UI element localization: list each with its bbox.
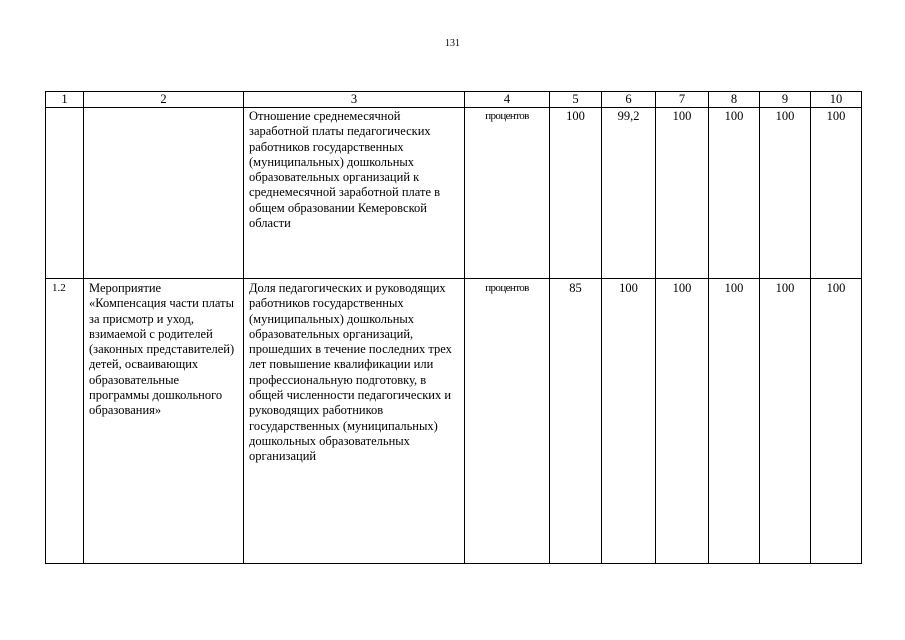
event-cell: Мероприятие «Компенсация части платы за присмотр и уход, взимаемой с родителей (законных представителей) детей, осваивающих образовательные программы дошкольного образования»: [84, 279, 244, 564]
value-cell: 100: [550, 108, 602, 279]
header-col-3: 3: [244, 92, 465, 108]
value-cell: 99,2: [602, 108, 656, 279]
value-cell: 100: [811, 279, 862, 564]
value-cell: 100: [709, 108, 760, 279]
value-cell: 100: [656, 279, 709, 564]
header-col-9: 9: [760, 92, 811, 108]
row-number: [46, 108, 84, 279]
indicators-table: [45, 91, 862, 564]
value-cell: 100: [656, 108, 709, 279]
event-cell: [84, 108, 244, 279]
unit-cell: процентов: [465, 279, 550, 564]
header-col-1: 1: [46, 92, 84, 108]
header-col-6: 6: [602, 92, 656, 108]
value-cell: 85: [550, 279, 602, 564]
indicator-cell: Доля педагогических и руководящих работников государственных (муниципальных) дошкольных образовательных организаций, прошедших в течение последних трех лет повышение квалификации или профессиональную подготовку, в общей численности педагогических и руководящих работников государственных (муниципальных) дошкольных образовательных организаций: [244, 279, 465, 564]
unit-cell: процентов: [465, 108, 550, 279]
header-col-4: 4: [465, 92, 550, 108]
value-cell: 100: [760, 108, 811, 279]
page-number: 131: [445, 38, 460, 49]
value-cell: 100: [811, 108, 862, 279]
value-cell: 100: [760, 279, 811, 564]
header-col-8: 8: [709, 92, 760, 108]
header-col-10: 10: [811, 92, 862, 108]
table-row: [46, 279, 862, 564]
header-row: [46, 92, 862, 108]
value-cell: 100: [709, 279, 760, 564]
header-col-2: 2: [84, 92, 244, 108]
row-number: 1.2: [46, 279, 84, 564]
indicator-cell: Отношение среднемесячной заработной платы педагогических работников государственных (муниципальных) дошкольных образовательных организаций к среднемесячной заработной плате в общем образовании Кемеровской области: [244, 108, 465, 279]
header-col-7: 7: [656, 92, 709, 108]
table-row: [46, 108, 862, 279]
header-col-5: 5: [550, 92, 602, 108]
value-cell: 100: [602, 279, 656, 564]
